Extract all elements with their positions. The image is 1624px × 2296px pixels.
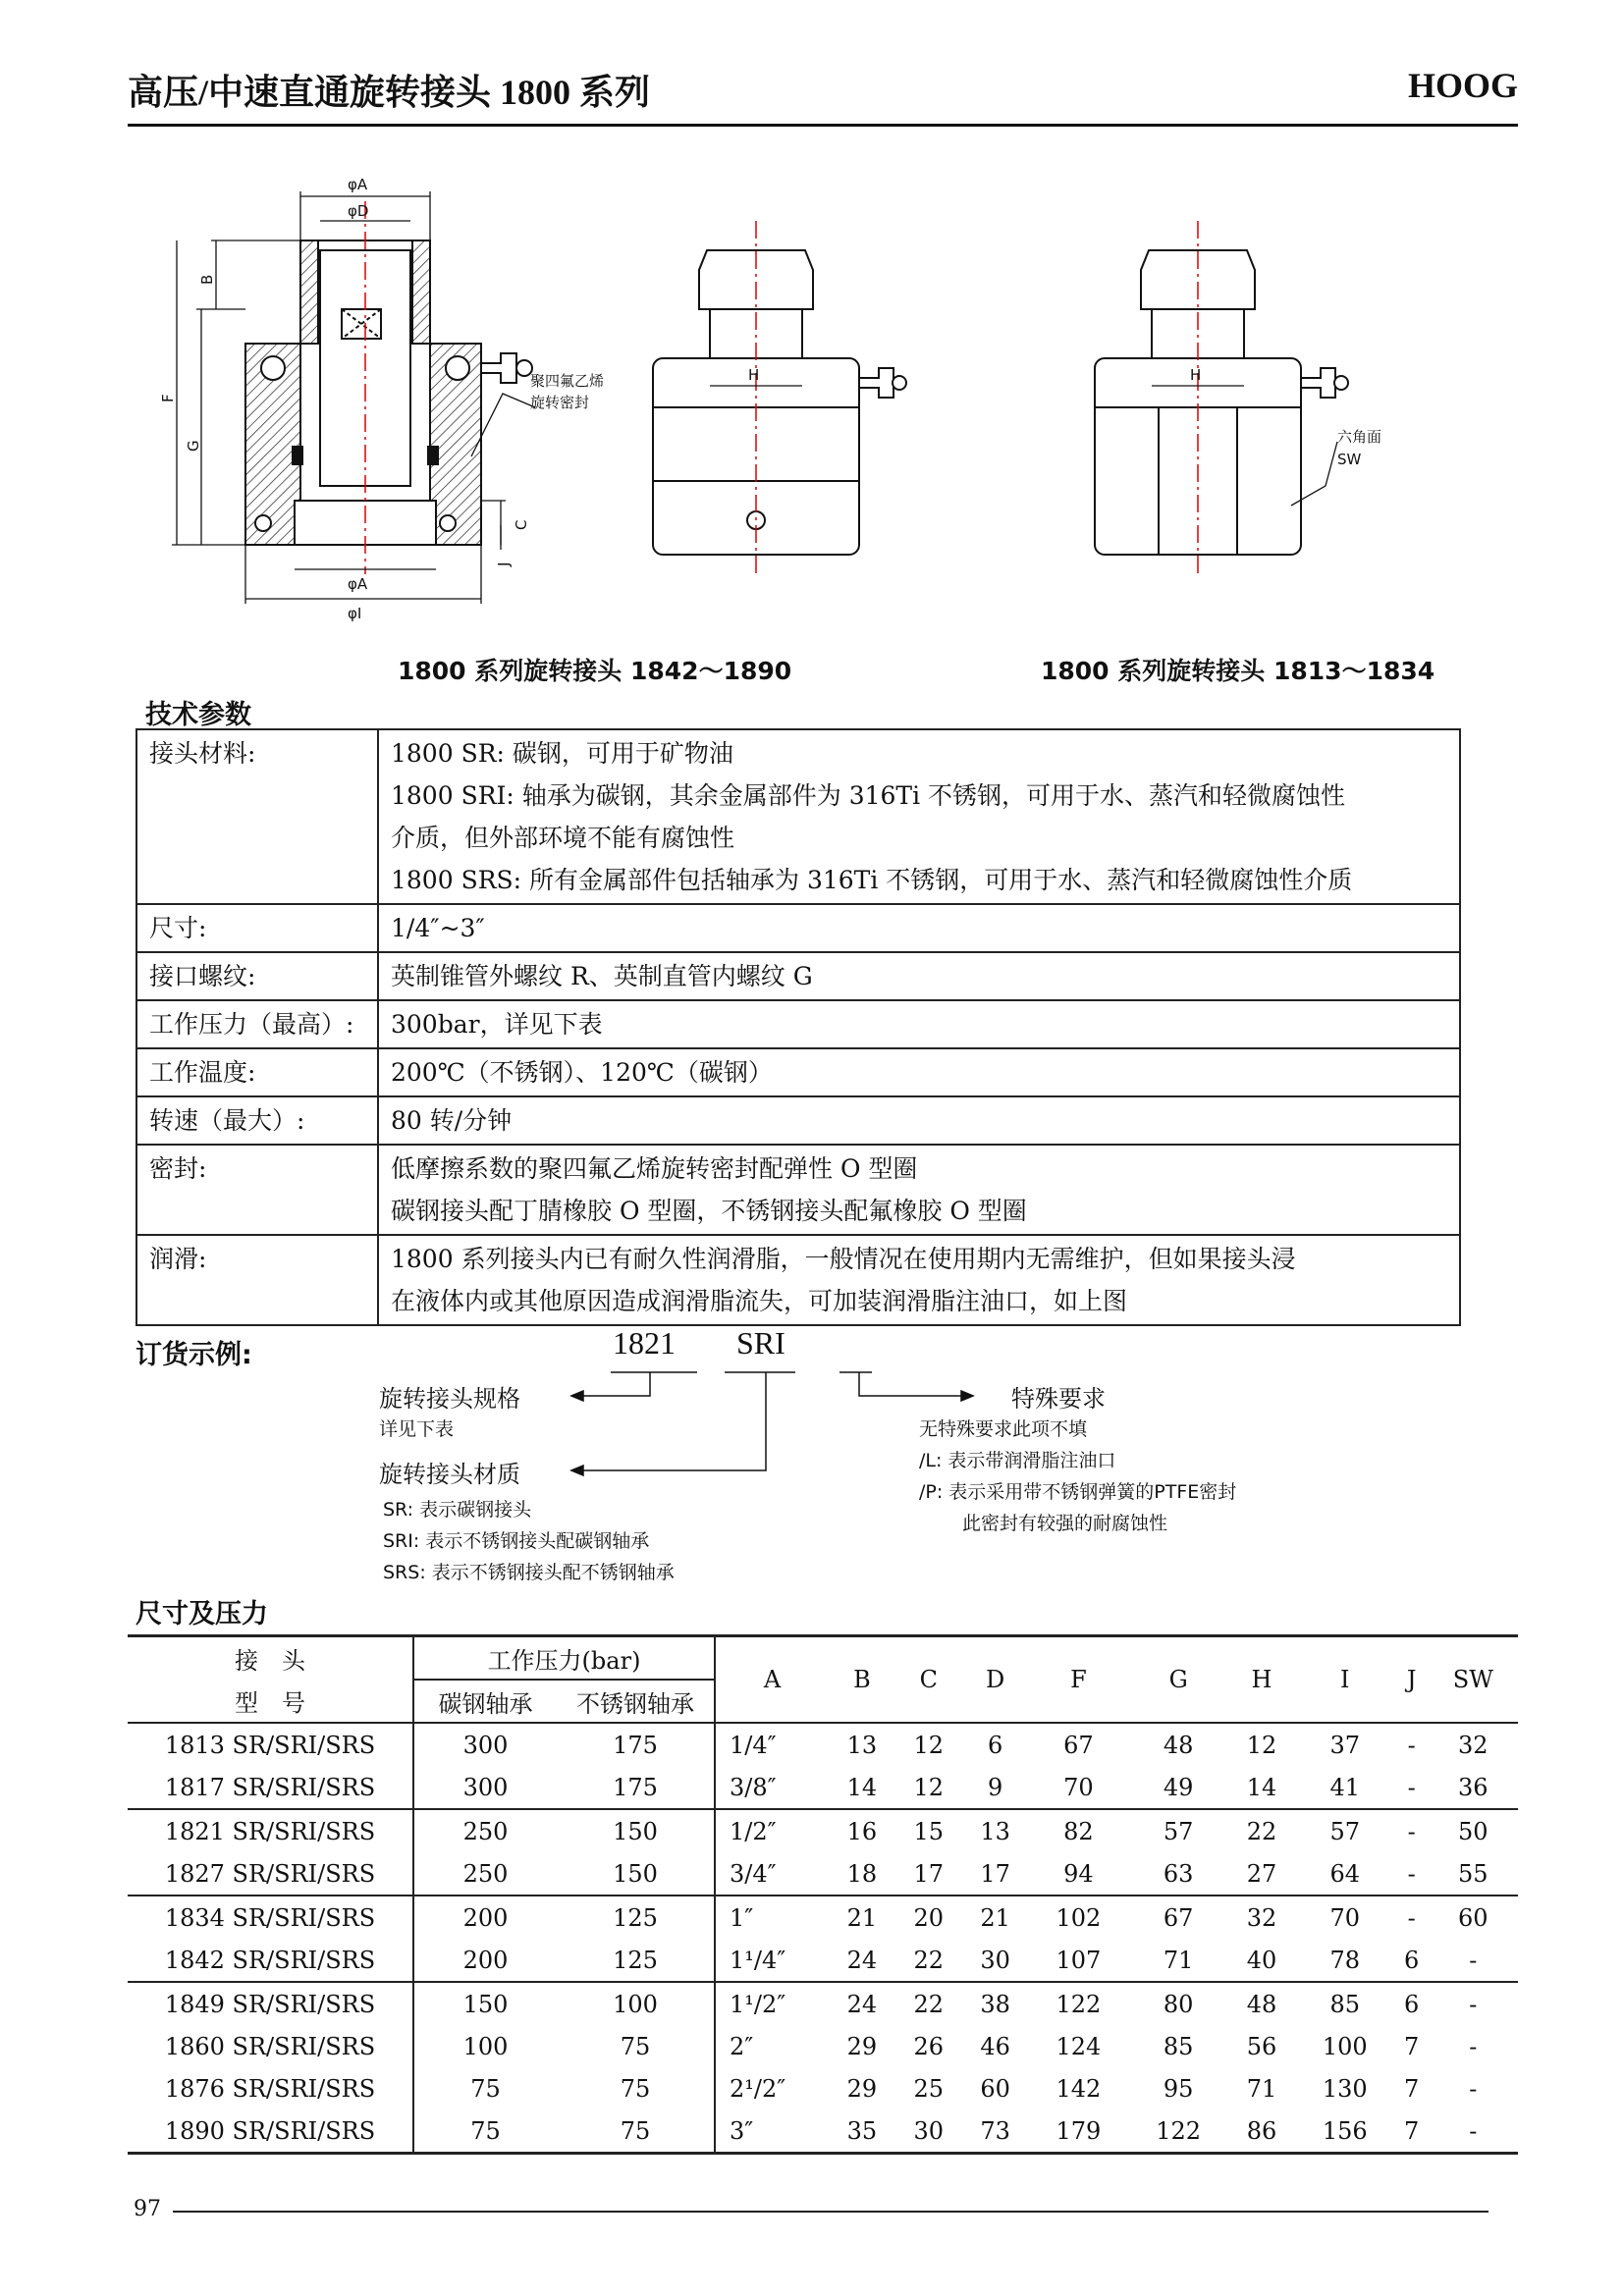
value-cell: 7 <box>1404 2032 1420 2060</box>
value-cell: 24 <box>846 1990 878 2018</box>
value-cell: 175 <box>613 1731 658 1759</box>
footer-rule <box>173 2211 1489 2213</box>
spec-key: 接口螺纹: <box>136 952 378 1000</box>
spec-value-line: 在液体内或其他原因造成润滑脂流失，可加装润滑脂注油口，如上图 <box>391 1287 1128 1315</box>
value-cell: 60 <box>980 2074 1010 2103</box>
note-p-2: 此密封有较强的耐腐蚀性 <box>962 1513 1168 1534</box>
order-special-label: 特殊要求 <box>1011 1385 1106 1413</box>
value-cell: 32 <box>1458 1731 1489 1759</box>
model-cell: 1813 SR/SRI/SRS <box>164 1731 376 1759</box>
value-cell: 1/4″ <box>715 1723 829 1766</box>
value-cell: - <box>1407 1903 1416 1932</box>
spec-value-line: 碳钢接头配丁腈橡胶 O 型圈，不锈钢接头配氟橡胶 O 型圈 <box>391 1197 1027 1225</box>
model-cell: 1821 SR/SRI/SRS <box>164 1817 376 1845</box>
col-A: A <box>715 1636 829 1724</box>
value-cell: 30 <box>913 2116 945 2145</box>
spec-value-line: 1800 SRI: 轴承为碳钢，其余金属部件为 316Ti 不锈钢，可用于水、蒸汽和轻微腐蚀性 <box>391 781 1346 810</box>
spec-value-line: 1/4″~3″ <box>391 914 485 942</box>
value-cell: 60 <box>1458 1903 1489 1932</box>
spec-value <box>378 1096 1460 1145</box>
spec-value-line: 介质，但外部环境不能有腐蚀性 <box>391 824 735 852</box>
value-cell: 6 <box>987 1731 1003 1759</box>
value-cell: 13 <box>980 1817 1010 1845</box>
table-row <box>128 1896 1518 1939</box>
value-cell: 125 <box>613 1903 658 1932</box>
section-view <box>245 240 532 545</box>
value-cell: 250 <box>413 1809 557 1852</box>
label-H-right: H <box>1190 366 1202 384</box>
col-SW: SW <box>1452 1666 1493 1693</box>
spec-key: 工作压力（最高）: <box>136 1000 378 1048</box>
order-material-notes <box>383 1494 675 1588</box>
value-cell: 1¹/4″ <box>715 1939 829 1982</box>
spec-value-line: 1800 SR: 碳钢，可用于矿物油 <box>391 739 733 768</box>
model-cell: 1817 SR/SRI/SRS <box>164 1773 376 1801</box>
spec-row <box>136 1145 1460 1235</box>
value-cell: 175 <box>613 1773 658 1801</box>
value-cell: 107 <box>1056 1946 1102 1974</box>
value-cell: 22 <box>913 1990 945 2018</box>
note-srs: SRS: 表示不锈钢接头配不锈钢轴承 <box>383 1562 675 1583</box>
spec-value-line: 300bar，详见下表 <box>391 1010 603 1039</box>
value-cell: 3″ <box>715 2109 829 2154</box>
value-cell: 102 <box>1056 1903 1102 1932</box>
order-title: 订货示例: <box>135 1340 252 1370</box>
value-cell: 24 <box>846 1946 878 1974</box>
value-cell: 150 <box>413 1982 557 2025</box>
value-cell: 6 <box>1404 1946 1420 1974</box>
label-F: F <box>159 394 177 402</box>
col-F: F <box>1070 1666 1087 1693</box>
value-cell: 37 <box>1329 1731 1361 1759</box>
spec-value <box>378 1145 1460 1235</box>
value-cell: - <box>1469 1946 1478 1974</box>
label-phiA-top: φA <box>348 176 368 193</box>
value-cell: 71 <box>1246 2074 1277 2103</box>
value-cell: 12 <box>913 1773 945 1801</box>
order-code-material: SRI <box>736 1325 785 1361</box>
note-sri: SRI: 表示不锈钢接头配碳钢轴承 <box>383 1530 650 1552</box>
value-cell: 124 <box>1056 2032 1102 2060</box>
spec-value-line: 1800 SRS: 所有金属部件包括轴承为 316Ti 不锈钢，可用于水、蒸汽和轻微腐蚀性介质 <box>391 866 1353 894</box>
spec-key: 密封: <box>136 1145 378 1235</box>
value-cell: 50 <box>1458 1817 1489 1845</box>
spec-value-line: 80 转/分钟 <box>391 1106 513 1135</box>
seal-label-2: 旋转密封 <box>530 394 590 411</box>
value-cell: 14 <box>1246 1773 1277 1801</box>
col-I: I <box>1340 1666 1350 1693</box>
value-cell: 55 <box>1458 1859 1489 1888</box>
value-cell: - <box>1469 1990 1478 2018</box>
model-cell: 1842 SR/SRI/SRS <box>164 1946 376 1974</box>
value-cell: 82 <box>1063 1817 1094 1845</box>
value-cell: 12 <box>913 1731 945 1759</box>
col-model-2: 型 号 <box>235 1689 305 1717</box>
spec-value-line: 低摩擦系数的聚四氟乙烯旋转密封配弹性 O 型圈 <box>391 1154 918 1183</box>
col-pressure: 工作压力(bar) <box>413 1636 715 1681</box>
note-sr: SR: 表示碳钢接头 <box>383 1499 532 1521</box>
page-number: 97 <box>134 2197 161 2221</box>
value-cell: 40 <box>1246 1946 1277 1974</box>
value-cell: - <box>1407 1859 1416 1888</box>
spec-key: 转速（最大）: <box>136 1096 378 1145</box>
value-cell: 78 <box>1329 1946 1361 1974</box>
model-cell: 1849 SR/SRI/SRS <box>164 1990 376 2018</box>
value-cell: 67 <box>1063 1731 1094 1759</box>
table-row <box>128 2109 1518 2154</box>
spec-title: 技术参数 <box>145 700 251 730</box>
model-cell: 1860 SR/SRI/SRS <box>164 2032 376 2060</box>
value-cell: 14 <box>846 1773 878 1801</box>
spec-key: 润滑: <box>136 1235 378 1325</box>
value-cell: 17 <box>980 1859 1010 1888</box>
value-cell: 3/8″ <box>715 1766 829 1809</box>
value-cell: - <box>1469 2032 1478 2060</box>
value-cell: 29 <box>846 2032 878 2060</box>
model-cell: 1834 SR/SRI/SRS <box>164 1903 376 1932</box>
label-J: J <box>495 561 513 566</box>
value-cell: 12 <box>1246 1731 1277 1759</box>
spec-row <box>136 1096 1460 1145</box>
value-cell: 22 <box>913 1946 945 1974</box>
value-cell: 63 <box>1163 1859 1194 1888</box>
value-cell: 300 <box>413 1723 557 1766</box>
value-cell: 75 <box>620 2116 651 2145</box>
label-G: G <box>185 440 202 452</box>
col-G: G <box>1168 1666 1188 1693</box>
table-row <box>128 1809 1518 1852</box>
value-cell: - <box>1407 1731 1416 1759</box>
value-cell: 125 <box>613 1946 658 1974</box>
header-rule <box>128 124 1518 127</box>
value-cell: 142 <box>1056 2074 1102 2103</box>
value-cell: 1¹/2″ <box>715 1982 829 2025</box>
spec-value <box>378 1000 1460 1048</box>
value-cell: 56 <box>1246 2032 1277 2060</box>
label-B: B <box>198 274 216 285</box>
spec-row <box>136 1048 1460 1096</box>
value-cell: 18 <box>846 1859 878 1888</box>
spec-value <box>378 952 1460 1000</box>
spec-value <box>378 904 1460 952</box>
col-model-1: 接 头 <box>235 1647 305 1675</box>
caption-left: 1800 系列旋转接头 1842～1890 <box>398 657 792 685</box>
label-C: C <box>513 519 530 530</box>
value-cell: 200 <box>413 1896 557 1939</box>
value-cell: 20 <box>913 1903 945 1932</box>
table-row <box>128 1766 1518 1809</box>
label-H-mid: H <box>748 366 760 384</box>
model-cell: 1890 SR/SRI/SRS <box>164 2116 376 2145</box>
value-cell: 2¹/2″ <box>715 2067 829 2109</box>
spec-value <box>378 1048 1460 1096</box>
value-cell: 9 <box>987 1773 1003 1801</box>
value-cell: 156 <box>1322 2116 1368 2145</box>
value-cell: 122 <box>1056 1990 1102 2018</box>
value-cell: 94 <box>1063 1859 1094 1888</box>
col-D: D <box>985 1666 1005 1693</box>
spec-key: 工作温度: <box>136 1048 378 1096</box>
col-J: J <box>1406 1666 1417 1693</box>
value-cell: 85 <box>1329 1990 1361 2018</box>
order-spec-sub: 详见下表 <box>379 1418 455 1440</box>
order-code-size: 1821 <box>613 1325 676 1361</box>
technical-drawing <box>147 162 1473 643</box>
spec-key: 尺寸: <box>136 904 378 952</box>
value-cell: 21 <box>980 1903 1010 1932</box>
spec-row <box>136 1235 1460 1325</box>
value-cell: 64 <box>1329 1859 1361 1888</box>
note-l: /L: 表示带润滑脂注油口 <box>919 1450 1116 1471</box>
page-title: 高压/中速直通旋转接头 1800 系列 <box>128 73 651 112</box>
value-cell: 95 <box>1163 2074 1194 2103</box>
hex-label-2: SW <box>1337 451 1362 468</box>
value-cell: 22 <box>1246 1817 1277 1845</box>
value-cell: 32 <box>1246 1903 1277 1932</box>
value-cell: 48 <box>1246 1990 1277 2018</box>
spec-value-line: 英制锥管外螺纹 R、英制直管内螺纹 G <box>391 962 813 990</box>
exterior-view-1842 <box>653 250 906 555</box>
label-phiD: φD <box>348 202 369 220</box>
order-spec-label: 旋转接头规格 <box>379 1385 520 1413</box>
spec-row <box>136 952 1460 1000</box>
value-cell: 80 <box>1163 1990 1194 2018</box>
seal-label-1: 聚四氟乙烯 <box>530 372 605 390</box>
value-cell: 150 <box>613 1817 658 1845</box>
value-cell: 30 <box>980 1946 1010 1974</box>
dims-title: 尺寸及压力 <box>135 1599 268 1629</box>
order-special-notes <box>919 1414 1236 1539</box>
value-cell: 75 <box>620 2032 651 2060</box>
value-cell: 48 <box>1163 1731 1194 1759</box>
value-cell: 179 <box>1056 2116 1102 2145</box>
value-cell: 16 <box>846 1817 878 1845</box>
note-none: 无特殊要求此项不填 <box>919 1418 1088 1440</box>
hex-label-1: 六角面 <box>1337 428 1382 446</box>
value-cell: 300 <box>413 1766 557 1809</box>
value-cell: 27 <box>1246 1859 1277 1888</box>
value-cell: 75 <box>413 2067 557 2109</box>
table-row <box>128 1939 1518 1982</box>
value-cell: 15 <box>913 1817 945 1845</box>
value-cell: 85 <box>1163 2032 1194 2060</box>
value-cell: 35 <box>846 2116 878 2145</box>
spec-value-line: 1800 系列接头内已有耐久性润滑脂，一般情况在使用期内无需维护，但如果接头浸 <box>391 1245 1296 1273</box>
value-cell: 29 <box>846 2074 878 2103</box>
exterior-view-1813 <box>1095 250 1348 555</box>
value-cell: 100 <box>1322 2032 1368 2060</box>
value-cell: 1/2″ <box>715 1809 829 1852</box>
value-cell: 49 <box>1163 1773 1194 1801</box>
value-cell: 25 <box>913 2074 945 2103</box>
value-cell: 75 <box>620 2074 651 2103</box>
note-p: /P: 表示采用带不锈钢弹簧的PTFE密封 <box>919 1481 1237 1503</box>
value-cell: 6 <box>1404 1990 1420 2018</box>
value-cell: 70 <box>1063 1773 1094 1801</box>
value-cell: 2″ <box>715 2025 829 2067</box>
table-row <box>128 1982 1518 2025</box>
value-cell: 57 <box>1163 1817 1194 1845</box>
spec-table <box>135 728 1461 1326</box>
value-cell: - <box>1407 1773 1416 1801</box>
value-cell: 38 <box>980 1990 1010 2018</box>
table-row <box>128 2025 1518 2067</box>
label-phiA-bottom: φA <box>348 575 368 593</box>
value-cell: - <box>1469 2074 1478 2103</box>
model-cell: 1827 SR/SRI/SRS <box>164 1859 376 1888</box>
value-cell: 150 <box>613 1859 658 1888</box>
value-cell: 1″ <box>715 1896 829 1939</box>
col-stainless: 不锈钢轴承 <box>576 1689 694 1718</box>
spec-row <box>136 1000 1460 1048</box>
value-cell: 100 <box>413 2025 557 2067</box>
value-cell: 21 <box>846 1903 878 1932</box>
spec-key: 接头材料: <box>136 729 378 904</box>
col-B: B <box>853 1666 871 1693</box>
spec-row <box>136 729 1460 904</box>
value-cell: 130 <box>1322 2074 1368 2103</box>
value-cell: 75 <box>413 2109 557 2154</box>
col-carbon: 碳钢轴承 <box>413 1680 557 1723</box>
value-cell: 57 <box>1329 1817 1361 1845</box>
caption-right: 1800 系列旋转接头 1813～1834 <box>1041 657 1435 685</box>
value-cell: 26 <box>913 2032 945 2060</box>
value-cell: 86 <box>1246 2116 1277 2145</box>
spec-row <box>136 904 1460 952</box>
col-C: C <box>919 1666 938 1693</box>
table-row <box>128 2067 1518 2109</box>
value-cell: 100 <box>613 1990 658 2018</box>
value-cell: 67 <box>1163 1903 1194 1932</box>
spec-value-line: 200℃（不锈钢）、120℃（碳钢） <box>391 1058 773 1087</box>
value-cell: 41 <box>1329 1773 1361 1801</box>
value-cell: 122 <box>1156 2116 1202 2145</box>
value-cell: 7 <box>1404 2116 1420 2145</box>
value-cell: 36 <box>1458 1773 1489 1801</box>
spec-value <box>378 1235 1460 1325</box>
value-cell: 17 <box>913 1859 945 1888</box>
value-cell: 7 <box>1404 2074 1420 2103</box>
value-cell: - <box>1469 2116 1478 2145</box>
brand-logo: HOOG <box>1407 66 1518 105</box>
table-row <box>128 1852 1518 1896</box>
value-cell: 70 <box>1329 1903 1361 1932</box>
value-cell: 73 <box>980 2116 1010 2145</box>
value-cell: 13 <box>846 1731 878 1759</box>
spec-value <box>378 729 1460 904</box>
value-cell: 46 <box>980 2032 1010 2060</box>
value-cell: 71 <box>1163 1946 1194 1974</box>
dims-table <box>128 1634 1518 2155</box>
value-cell: 3/4″ <box>715 1852 829 1896</box>
table-row <box>128 1723 1518 1766</box>
value-cell: - <box>1407 1817 1416 1845</box>
model-cell: 1876 SR/SRI/SRS <box>164 2074 376 2103</box>
value-cell: 200 <box>413 1939 557 1982</box>
label-phiI: φI <box>348 605 362 622</box>
order-material-label: 旋转接头材质 <box>379 1461 520 1488</box>
value-cell: 250 <box>413 1852 557 1896</box>
col-H: H <box>1251 1666 1272 1693</box>
